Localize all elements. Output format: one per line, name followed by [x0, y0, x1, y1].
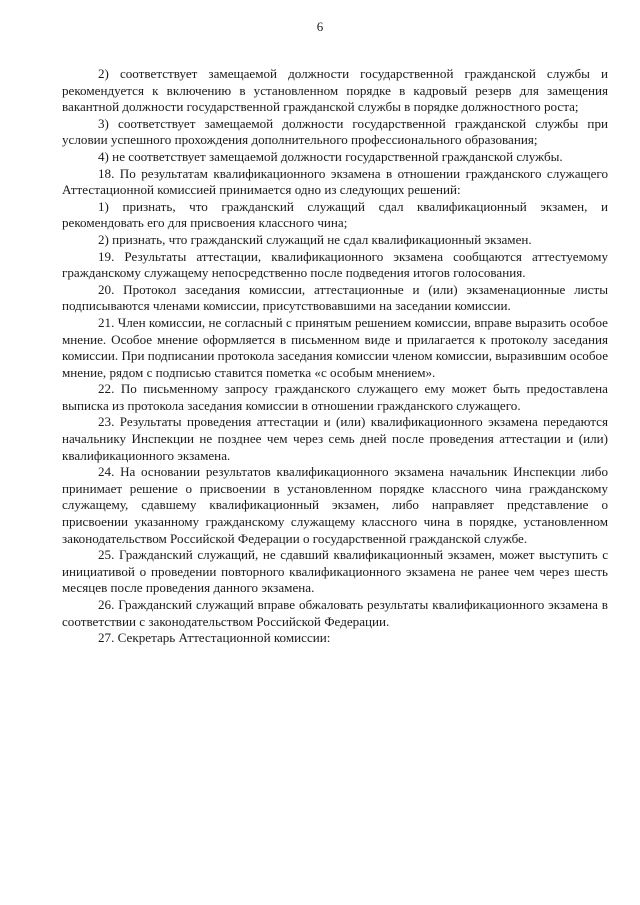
paragraph-clause-18: 18. По результатам квалификационного экзамена в отношении гражданского служащего Аттестационной комиссией принимается одно из следующих решений:	[62, 165, 608, 198]
paragraph-clause-23: 23. Результаты проведения аттестации и (или) квалификационного экзамена передаются начальнику Инспекции не позднее чем через семь дней после проведения аттестации и (или) квалификационного экзамена.	[62, 414, 608, 463]
paragraph-clause-20: 20. Протокол заседания комиссии, аттестационные и (или) экзаменационные листы подписываются членами комиссии, присутствовавшими на заседании комиссии.	[62, 281, 608, 314]
paragraph-decision-passed: 1) признать, что гражданский служащий сдал квалификационный экзамен, и рекомендовать его для присвоения классного чина;	[62, 198, 608, 231]
paragraph-clause-27: 27. Секретарь Аттестационной комиссии:	[98, 630, 331, 646]
paragraph-clause-22: 22. По письменному запросу гражданского служащего ему может быть предоставлена выписка из протокола заседания комиссии в отношении гражданского служащего.	[62, 381, 608, 413]
paragraph-decision-failed: 2) признать, что гражданский служащий не сдал квалификационный экзамен.	[98, 231, 532, 247]
paragraph-item-4-does-not-fit: 4) не соответствует замещаемой должности государственной гражданской службы.	[98, 148, 563, 164]
page-number: 6	[316, 19, 324, 34]
paragraph-clause-25: 25. Гражданский служащий, не сдавший квалификационный экзамен, может выступить с инициативой о проведении повторного квалификационного экзамена не ранее чем через шесть месяцев после проведения данного экзамена.	[62, 547, 608, 596]
paragraph-clause-21: 21. Член комиссии, не согласный с принятым решением комиссии, вправе выразить особое мнение. Особое мнение оформляется в письменном виде и прилагается к протоколу заседания комиссии. При подписании протокола заседания комиссии членом комиссии, выразившим особое мнение, рядом с подписью ставится пометка «с особым мнением».	[62, 314, 609, 380]
document-body	[62, 66, 608, 647]
paragraph-clause-24: 24. На основании результатов квалификационного экзамена начальник Инспекции либо принимает решение о присвоении в установленном порядке классного чина гражданскому служащему, сдавшему квалификационный экзамен, либо направляет представление о присвоении указанному гражданскому служащему классного чина в порядке, установленном законодательством Российской Федерации о государственной гражданской службе.	[62, 464, 608, 546]
paragraph-item-3-fits-with-training: 3) соответствует замещаемой должности государственной гражданской службы при условии успешного прохождения дополнительного профессионального образования;	[62, 115, 608, 148]
paragraph-clause-19: 19. Результаты аттестации, квалификационного экзамена сообщаются аттестуемому гражданскому служащему непосредственно после подведения итогов голосования.	[62, 248, 608, 281]
paragraph-clause-26: 26. Гражданский служащий вправе обжаловать результаты квалификационного экзамена в соответствии с законодательством Российской Федерации.	[62, 597, 608, 629]
paragraph-item-2-fits-reserve: 2) соответствует замещаемой должности государственной гражданской службы и рекомендуется к включению в установленном порядке в кадровый резерв для замещения вакантной должности государственной гражданской службы в порядке должностного роста;	[62, 66, 608, 115]
